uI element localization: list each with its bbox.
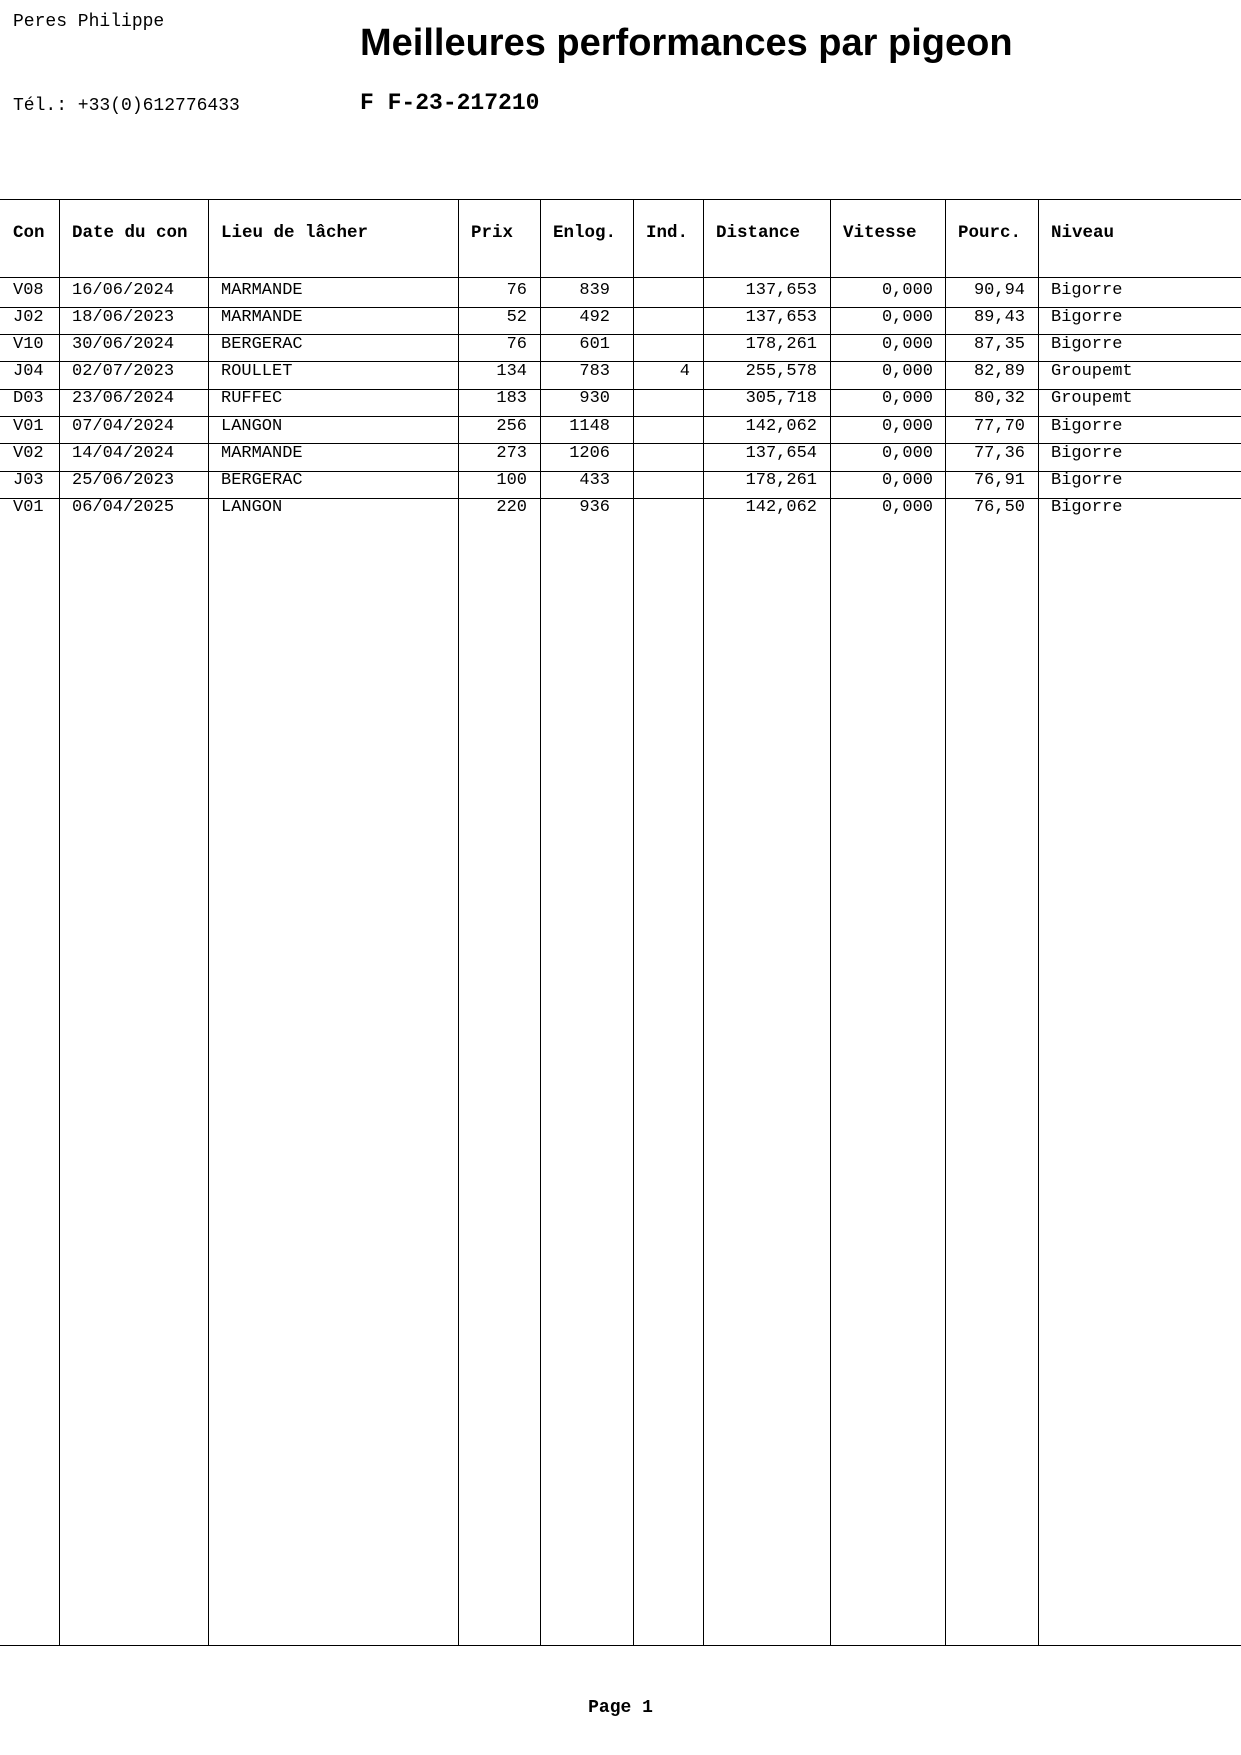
cell-distance: 255,578 (745, 362, 817, 381)
table-column-divider (208, 199, 209, 1646)
cell-date: 06/04/2025 (72, 498, 175, 517)
cell-prix: 273 (496, 444, 527, 463)
table-row-divider (0, 277, 1241, 278)
cell-pourc: 82,89 (973, 362, 1025, 381)
table-row-divider (0, 199, 1241, 200)
cell-con: J04 (13, 362, 44, 381)
column-header-pourc: Pourc. (958, 223, 1022, 243)
cell-con: D03 (13, 389, 44, 408)
cell-con: J02 (13, 308, 44, 327)
cell-date: 25/06/2023 (72, 471, 175, 490)
cell-vitesse: 0,000 (881, 308, 933, 327)
column-header-distance: Distance (716, 223, 801, 243)
ring-number: F F-23-217210 (360, 90, 540, 116)
column-header-lieu: Lieu de lâcher (221, 223, 369, 243)
cell-lieu: BERGERAC (221, 471, 303, 490)
column-header-vitesse: Vitesse (843, 223, 917, 243)
cell-distance: 142,062 (745, 498, 817, 517)
cell-distance: 137,654 (745, 444, 817, 463)
cell-lieu: MARMANDE (221, 444, 303, 463)
cell-enlog: 601 (579, 335, 610, 354)
cell-vitesse: 0,000 (881, 444, 933, 463)
cell-con: V01 (13, 498, 44, 517)
cell-lieu: RUFFEC (221, 389, 283, 408)
cell-niveau: Bigorre (1051, 471, 1123, 490)
cell-date: 16/06/2024 (72, 281, 175, 300)
cell-prix: 220 (496, 498, 527, 517)
cell-distance: 178,261 (745, 335, 817, 354)
page-title: Meilleures performances par pigeon (360, 22, 1013, 64)
cell-enlog: 936 (579, 498, 610, 517)
cell-ind: 4 (679, 362, 690, 381)
cell-lieu: LANGON (221, 417, 283, 436)
cell-prix: 76 (506, 335, 527, 354)
page-number: Page 1 (588, 1698, 653, 1718)
cell-date: 30/06/2024 (72, 335, 175, 354)
cell-pourc: 80,32 (973, 389, 1025, 408)
cell-date: 07/04/2024 (72, 417, 175, 436)
cell-pourc: 89,43 (973, 308, 1025, 327)
cell-vitesse: 0,000 (881, 498, 933, 517)
cell-niveau: Groupemt (1051, 389, 1133, 408)
column-header-con: Con (13, 223, 45, 243)
cell-con: J03 (13, 471, 44, 490)
cell-enlog: 930 (579, 389, 610, 408)
cell-vitesse: 0,000 (881, 389, 933, 408)
cell-pourc: 77,36 (973, 444, 1025, 463)
cell-distance: 142,062 (745, 417, 817, 436)
cell-con: V10 (13, 335, 44, 354)
cell-prix: 183 (496, 389, 527, 408)
cell-enlog: 1206 (569, 444, 610, 463)
cell-lieu: MARMANDE (221, 308, 303, 327)
cell-date: 23/06/2024 (72, 389, 175, 408)
performance-table (0, 199, 1241, 1646)
cell-prix: 76 (506, 281, 527, 300)
cell-vitesse: 0,000 (881, 471, 933, 490)
cell-enlog: 492 (579, 308, 610, 327)
cell-lieu: MARMANDE (221, 281, 303, 300)
cell-prix: 256 (496, 417, 527, 436)
cell-pourc: 90,94 (973, 281, 1025, 300)
cell-pourc: 77,70 (973, 417, 1025, 436)
cell-con: V08 (13, 281, 44, 300)
cell-pourc: 76,91 (973, 471, 1025, 490)
cell-vitesse: 0,000 (881, 281, 933, 300)
owner-phone: Tél.: +33(0)612776433 (13, 96, 240, 116)
cell-distance: 178,261 (745, 471, 817, 490)
cell-enlog: 783 (579, 362, 610, 381)
cell-prix: 134 (496, 362, 527, 381)
cell-niveau: Bigorre (1051, 444, 1123, 463)
cell-lieu: ROULLET (221, 362, 293, 381)
column-header-prix: Prix (471, 223, 514, 243)
cell-distance: 137,653 (745, 281, 817, 300)
cell-niveau: Bigorre (1051, 498, 1123, 517)
cell-date: 18/06/2023 (72, 308, 175, 327)
cell-pourc: 87,35 (973, 335, 1025, 354)
cell-con: V01 (13, 417, 44, 436)
cell-niveau: Groupemt (1051, 362, 1133, 381)
column-header-ind: Ind. (646, 223, 689, 243)
cell-vitesse: 0,000 (881, 362, 933, 381)
column-header-date: Date du con (72, 223, 188, 243)
cell-enlog: 1148 (569, 417, 610, 436)
cell-enlog: 433 (579, 471, 610, 490)
cell-lieu: LANGON (221, 498, 283, 517)
column-header-niveau: Niveau (1051, 223, 1115, 243)
cell-pourc: 76,50 (973, 498, 1025, 517)
cell-date: 14/04/2024 (72, 444, 175, 463)
table-column-divider (1038, 199, 1039, 1646)
cell-enlog: 839 (579, 281, 610, 300)
cell-prix: 52 (506, 308, 527, 327)
cell-lieu: BERGERAC (221, 335, 303, 354)
cell-vitesse: 0,000 (881, 417, 933, 436)
owner-name: Peres Philippe (13, 12, 165, 32)
table-row-divider (0, 1645, 1241, 1646)
cell-niveau: Bigorre (1051, 417, 1123, 436)
cell-niveau: Bigorre (1051, 335, 1123, 354)
cell-distance: 305,718 (745, 389, 817, 408)
cell-date: 02/07/2023 (72, 362, 175, 381)
cell-niveau: Bigorre (1051, 308, 1123, 327)
cell-niveau: Bigorre (1051, 281, 1123, 300)
cell-prix: 100 (496, 471, 527, 490)
cell-distance: 137,653 (745, 308, 817, 327)
column-header-enlog: Enlog. (553, 223, 617, 243)
cell-con: V02 (13, 444, 44, 463)
cell-vitesse: 0,000 (881, 335, 933, 354)
table-column-divider (59, 199, 60, 1646)
